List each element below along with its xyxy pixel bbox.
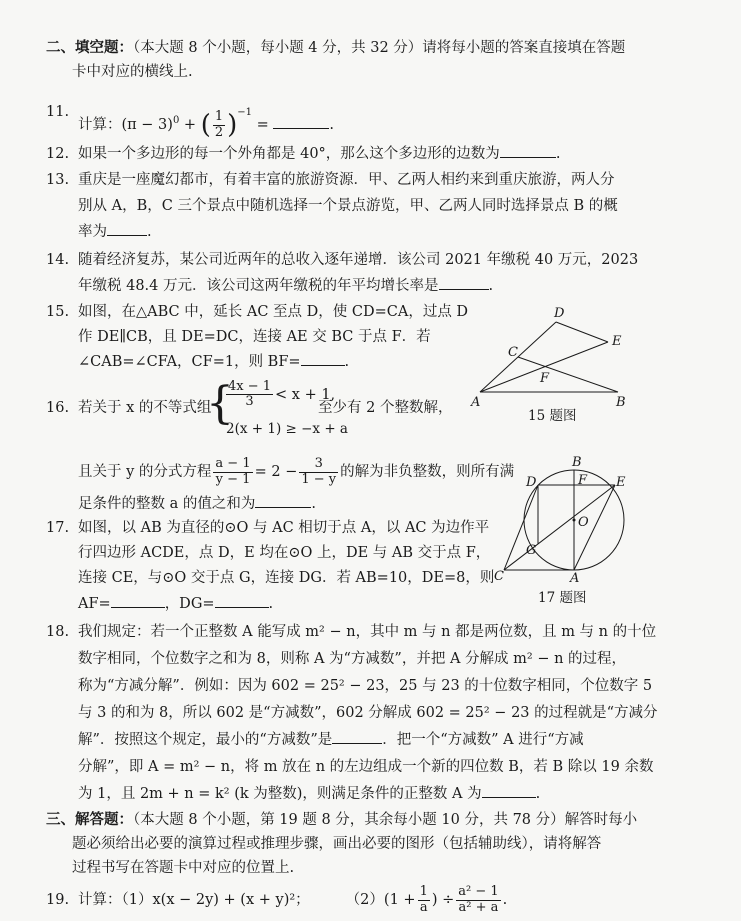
q16-line2 [78,452,514,492]
q13-line1: 重庆是一座魔幻都市，有着丰富的旅游资源．甲、乙两人相约来到重庆旅游，两人分 [78,172,615,188]
q17-caption: 17 题图 [538,590,587,606]
q18-line5 [78,732,584,749]
q15-segment-de [556,322,608,342]
q19-part1-expr: x(x − 2y) + (x + y)²； [152,892,310,908]
q13-line2: 别从 A，B，C 三个景点中随机选择一个景点游览，甲、乙两人同时选择景点 B 的概 [78,198,618,214]
q17-line4 [78,596,273,613]
q15-figure [470,300,640,415]
q16-line2-b: 的解为非负整数，则所有满 [340,464,515,480]
q16-line3 [78,496,316,513]
q16-inequality-2: 2(x + 1) ≥ −x + a [226,421,348,437]
q17-dg-blank [215,606,269,608]
q19-fraction-1: $\frac{1}{a}$ [419,884,428,915]
q15-segment-cb [518,357,618,392]
q14-line2-text: 年缴税 48.4 万元．该公司这两年缴税的年平均增长率是 [78,278,439,294]
q19-number: 19. [46,892,70,908]
q18-line3: 称为“方减分解”．例如：因为 602 = 25² − 23，25 与 23 的十位数字相同，个位数字 5 [78,678,653,694]
q13-end: . [147,224,152,240]
q17-label-o: O [578,515,589,530]
q11-exp-neg1: −1 [237,107,253,118]
q19-part2-label: （2） [345,892,384,908]
q17-figure [490,454,640,584]
q11-exp0: 0 [172,115,180,127]
q18-line4: 与 3 的和为 8，所以 602 是“方减数”，602 分解成 602 = 25² − 23 的过程就是“方减分 [78,705,658,721]
q19-part2-a: (1 + [383,892,416,908]
q15-label-e: E [612,334,622,349]
q18-line7-a: 为 1，且 2m + n = k² (k 为整数)，则满足条件的正整数 A 为 [78,786,482,802]
q12-end: . [555,146,561,162]
q17-af-label: AF= [78,596,111,612]
q17-end: . [268,596,274,612]
q15-label-a: A [471,395,481,410]
q11-plus: + [179,117,201,133]
q15-line3 [78,354,349,371]
q11-fraction: $\frac{1}{2}$ [214,109,224,140]
q18-line5-b: ．把一个“方减数” A 进行“方减 [382,732,584,748]
q14-answer-blank [439,288,489,290]
q16-lead-tail: 至少有 2 个整数解， [318,400,453,416]
section2-desc-2: 卡中对应的横线上. [72,64,193,80]
q19-fraction-2: $\frac{\text{a² − 1}}{\text{a² + a}}$ [458,884,499,915]
q18-answer-blank-2 [482,796,536,798]
q16-end: . [311,496,316,512]
q18-line6: 分解”，即 A = m² − n，将 m 放在 n 的左边组成一个新的四位数 B，若 B 除以 19 余数 [78,759,654,775]
q11-answer-blank [273,127,329,129]
q18-answer-blank-1 [332,742,382,744]
q15-caption: 15 题图 [528,408,577,424]
q19-body [78,882,507,918]
q16-eq-mid: = 2 − [254,464,298,480]
q17-label-c: C [494,569,504,584]
q11-body: 计算：$(\pi - 3)^0$ + ( $\frac{1}{2}$ )$^{-1}$ = . [78,107,335,140]
q17-label-e: E [616,475,626,490]
q11-end: . [329,117,335,133]
q15-label-c: C [508,345,518,360]
q17-dg-label: ，DG= [164,596,215,612]
section3-desc-2: 题必须给出必要的演算过程或推理步骤，画出必要的图形（包括辅助线），请将解答 [72,836,602,852]
q14-line2 [78,278,493,295]
q16-number: 16. [46,400,70,416]
q11-eq: = [252,117,274,133]
q17-center-dot [573,519,576,522]
q13-line3-text: 率为 [78,224,107,240]
q12-text: 如果一个多边形的每一个外角都是 40°，那么这个多边形的边数为 [78,146,500,162]
q17-label-f: F [578,473,588,488]
q19-lead: 计算： [78,892,122,908]
q18-line7 [78,786,540,803]
q13-line3 [78,224,152,241]
q16-eq-fraction-2: $\frac{3}{1 - y}$ [301,456,337,487]
q19-end: . [502,892,508,908]
q15-number: 15. [46,304,70,320]
q17-number: 17. [46,520,70,536]
q15-label-f: F [540,371,550,386]
q15-label-b: B [616,395,626,410]
q12-answer-blank [500,156,556,158]
q16-brace: { [206,378,234,429]
section3-desc: （本大题 8 个小题，第 19 题 8 分，其余每小题 10 分，共 78 分）解答时每小 [133,812,638,828]
q15-line3-text: ∠CAB=∠CFA，CF=1，则 BF= [78,354,301,370]
q15-end: . [344,354,350,370]
q16-answer-blank [255,506,311,508]
q17-label-g: G [526,543,537,558]
section3-heading [46,812,637,829]
q17-line1: 如图，以 AB 为直径的⊙O 与 AC 相切于点 A，以 AC 为边作平 [78,520,490,536]
section3-title: 三、解答题： [46,811,133,828]
q12-body [78,146,560,163]
q19-part1-label: （1） [121,892,153,908]
q13-number: 13. [46,172,70,188]
q15-line1: 如图，在△ABC 中，延长 AC 至点 D，使 CD=CA，过点 D [78,304,469,320]
q18-end: . [535,786,541,802]
q16-line3-text: 足条件的整数 a 的值之和为 [78,496,256,512]
q17-line3: 连接 CE，与⊙O 交于点 G，连接 DG．若 AB=10，DE=8，则 [78,570,495,586]
q12-number: 12. [46,146,70,162]
q14-line1: 随着经济复苏，某公司近两年的总收入逐年递增．该公司 2021 年缴税 40 万元，2023 [78,252,639,268]
q16-line2-a: 且关于 y 的分式方程 [78,464,212,480]
q16-eq-fraction-1: $\frac{a - 1}{y - 1}$ [215,456,251,487]
q16-ineq1-rest: < x + 1, [275,386,336,403]
q17-line2: 行四边形 ACDE，点 D，E 均在⊙O 上，DE 与 AB 交于点 F， [78,545,491,561]
q14-end: . [488,278,494,294]
q17-label-d: D [526,475,537,490]
q11-expr-a: (π − 3) [121,117,173,133]
q13-answer-blank [107,234,147,236]
q14-number: 14. [46,252,70,268]
q15-label-d: D [554,306,565,321]
section2-desc: （本大题 8 个小题，每小题 4 分，共 32 分）请将每小题的答案直接填在答题 [133,40,626,56]
q17-label-a: A [570,571,580,584]
section2-heading [46,40,625,57]
q18-number: 18. [46,624,70,640]
q16-lead: 若关于 x 的不等式组 [78,400,212,416]
q18-line1: 我们规定：若一个正整数 A 能写成 m² − n，其中 m 与 n 都是两位数，且 m 与 n 的十位 [78,624,657,640]
q11-lead: 计算： [78,117,122,133]
q17-label-b: B [572,455,582,470]
q19-part2-b: ) ÷ [431,892,455,908]
q11-number: 11. [46,104,70,120]
q18-line5-a: 解”．按照这个规定，最小的“方减数”是 [78,732,333,748]
q17-af-blank [111,606,165,608]
section3-desc-3: 过程书写在答题卡中对应的位置上. [72,860,295,876]
q16-ineq1-fraction: $\frac{4x - 1}{3}$ [228,379,272,410]
q18-line2: 数字相同，个位数字之和为 8，则称 A 为“方减数”，并把 A 分解成 m² − n 的过程， [78,651,627,667]
q15-answer-blank [301,364,345,366]
q15-line2: 作 DE∥CB，且 DE=DC，连接 AE 交 BC 于点 F．若 [78,329,431,345]
section2-title: 二、填空题： [46,39,133,56]
